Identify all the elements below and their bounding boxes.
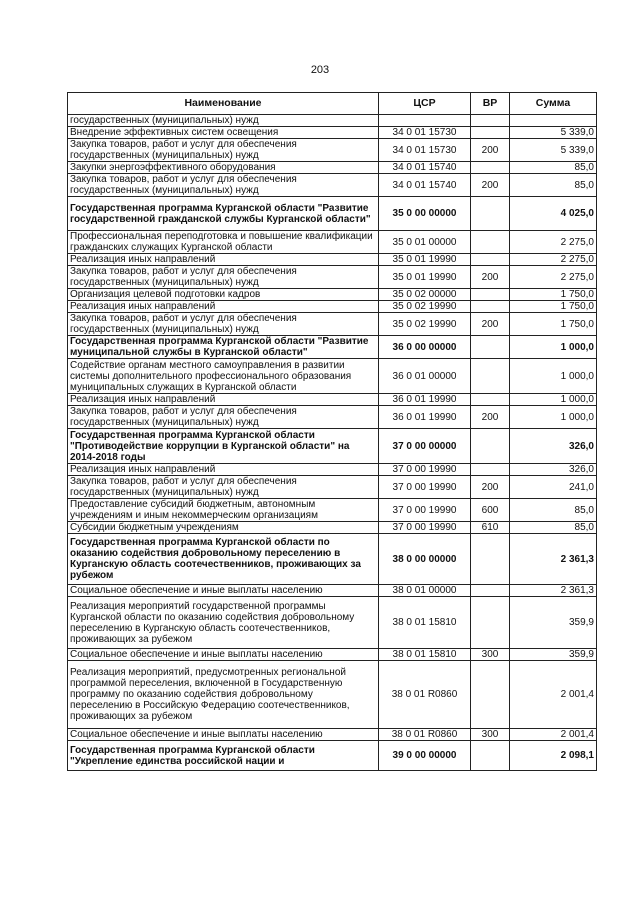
table-row (68, 115, 597, 127)
cell-name: Закупка товаров, работ и услуг для обеспечения государственных (муниципальных) нужд (68, 476, 379, 499)
table-row (68, 162, 597, 174)
table-row (68, 429, 597, 464)
cell-name: Внедрение эффективных систем освещения (68, 127, 379, 139)
cell-vr: 300 (471, 729, 510, 741)
table-row (68, 174, 597, 197)
cell-sum: 359,9 (510, 597, 597, 649)
cell-sum: 326,0 (510, 464, 597, 476)
table-row (68, 741, 597, 771)
cell-sum: 2 001,4 (510, 729, 597, 741)
table-row (68, 464, 597, 476)
table-row (68, 661, 597, 729)
cell-name: Государственная программа Курганской области "Развитие государственной гражданской службы Курганской области" (68, 197, 379, 231)
header-vr: ВР (471, 93, 510, 115)
table-row (68, 499, 597, 522)
cell-sum: 241,0 (510, 476, 597, 499)
cell-vr (471, 301, 510, 313)
cell-vr (471, 585, 510, 597)
cell-sum: 2 361,3 (510, 534, 597, 585)
cell-sum: 2 275,0 (510, 266, 597, 289)
table-row (68, 585, 597, 597)
cell-sum: 4 025,0 (510, 197, 597, 231)
cell-vr (471, 741, 510, 771)
cell-csr: 37 0 00 00000 (379, 429, 471, 464)
cell-vr (471, 162, 510, 174)
cell-sum: 85,0 (510, 522, 597, 534)
cell-sum: 85,0 (510, 174, 597, 197)
table-row (68, 139, 597, 162)
table-row (68, 649, 597, 661)
cell-csr: 35 0 01 19990 (379, 266, 471, 289)
cell-csr: 37 0 00 19990 (379, 499, 471, 522)
table-header-row (68, 93, 597, 115)
cell-sum: 1 000,0 (510, 359, 597, 394)
cell-csr: 35 0 02 19990 (379, 301, 471, 313)
cell-sum: 2 361,3 (510, 585, 597, 597)
cell-name: Реализация мероприятий, предусмотренных региональной программой переселения, включенной в Государственную программу по оказанию содействия добровольному переселению в Российскую Федерацию соотечественников, проживающих за рубежом (68, 661, 379, 729)
cell-csr: 38 0 00 00000 (379, 534, 471, 585)
cell-vr: 610 (471, 522, 510, 534)
table-row (68, 359, 597, 394)
cell-vr: 200 (471, 266, 510, 289)
cell-vr (471, 127, 510, 139)
cell-vr (471, 197, 510, 231)
cell-csr: 38 0 01 00000 (379, 585, 471, 597)
cell-sum: 2 098,1 (510, 741, 597, 771)
cell-csr: 38 0 01 15810 (379, 597, 471, 649)
cell-vr (471, 231, 510, 254)
cell-csr: 38 0 01 R0860 (379, 729, 471, 741)
cell-sum: 359,9 (510, 649, 597, 661)
cell-csr: 36 0 01 19990 (379, 394, 471, 406)
cell-csr: 34 0 01 15730 (379, 127, 471, 139)
table-row (68, 289, 597, 301)
cell-vr: 200 (471, 406, 510, 429)
cell-csr: 35 0 00 00000 (379, 197, 471, 231)
table-row (68, 476, 597, 499)
cell-csr: 35 0 02 00000 (379, 289, 471, 301)
cell-csr: 36 0 01 19990 (379, 406, 471, 429)
cell-vr: 600 (471, 499, 510, 522)
cell-vr: 200 (471, 313, 510, 336)
cell-vr: 200 (471, 139, 510, 162)
cell-name: Закупка товаров, работ и услуг для обеспечения государственных (муниципальных) нужд (68, 174, 379, 197)
header-sum: Сумма (510, 93, 597, 115)
cell-vr (471, 429, 510, 464)
cell-csr: 36 0 01 00000 (379, 359, 471, 394)
budget-table (67, 92, 597, 771)
table-body (68, 115, 597, 771)
cell-vr: 200 (471, 476, 510, 499)
cell-name: Закупки энергоэффективного оборудования (68, 162, 379, 174)
cell-name: Закупка товаров, работ и услуг для обеспечения государственных (муниципальных) нужд (68, 406, 379, 429)
cell-sum: 5 339,0 (510, 127, 597, 139)
cell-csr: 36 0 00 00000 (379, 336, 471, 359)
cell-sum: 2 275,0 (510, 231, 597, 254)
table-row (68, 406, 597, 429)
header-csr: ЦСР (379, 93, 471, 115)
cell-name: Государственная программа Курганской области "Укрепление единства российской нации и (68, 741, 379, 771)
cell-csr (379, 115, 471, 127)
table-row (68, 197, 597, 231)
cell-csr: 34 0 01 15740 (379, 162, 471, 174)
cell-name: Реализация иных направлений (68, 254, 379, 266)
cell-name: Закупка товаров, работ и услуг для обеспечения государственных (муниципальных) нужд (68, 313, 379, 336)
table-row (68, 231, 597, 254)
cell-name: Социальное обеспечение и иные выплаты населению (68, 729, 379, 741)
cell-name: Профессиональная переподготовка и повышение квалификации гражданских служащих Курганской области (68, 231, 379, 254)
cell-sum: 2 275,0 (510, 254, 597, 266)
cell-sum: 1 750,0 (510, 301, 597, 313)
cell-vr (471, 597, 510, 649)
table-row (68, 336, 597, 359)
cell-csr: 34 0 01 15730 (379, 139, 471, 162)
cell-name: Организация целевой подготовки кадров (68, 289, 379, 301)
cell-name: Социальное обеспечение и иные выплаты населению (68, 649, 379, 661)
cell-name: Государственная программа Курганской области "Противодействие коррупции в Курганской области" на 2014-2018 годы (68, 429, 379, 464)
cell-csr: 35 0 01 19990 (379, 254, 471, 266)
cell-vr: 200 (471, 174, 510, 197)
cell-vr (471, 661, 510, 729)
cell-sum: 1 000,0 (510, 406, 597, 429)
cell-vr (471, 534, 510, 585)
cell-vr (471, 115, 510, 127)
cell-name: Реализация иных направлений (68, 464, 379, 476)
cell-sum: 2 001,4 (510, 661, 597, 729)
cell-vr (471, 464, 510, 476)
cell-csr: 38 0 01 R0860 (379, 661, 471, 729)
cell-csr: 37 0 00 19990 (379, 522, 471, 534)
table-row (68, 301, 597, 313)
cell-csr: 34 0 01 15740 (379, 174, 471, 197)
table-row (68, 394, 597, 406)
table-row (68, 522, 597, 534)
cell-name: Реализация иных направлений (68, 301, 379, 313)
cell-sum: 1 750,0 (510, 313, 597, 336)
cell-csr: 38 0 01 15810 (379, 649, 471, 661)
cell-csr: 37 0 00 19990 (379, 464, 471, 476)
cell-vr (471, 359, 510, 394)
cell-name: Содействие органам местного самоуправления в развитии системы дополнительного профессионального образования муниципальных служащих в Курганской области (68, 359, 379, 394)
cell-sum: 85,0 (510, 499, 597, 522)
cell-name: государственных (муниципальных) нужд (68, 115, 379, 127)
cell-sum: 326,0 (510, 429, 597, 464)
cell-name: Социальное обеспечение и иные выплаты населению (68, 585, 379, 597)
cell-name: Субсидии бюджетным учреждениям (68, 522, 379, 534)
cell-csr: 39 0 00 00000 (379, 741, 471, 771)
cell-name: Реализация мероприятий государственной программы Курганской области по оказанию содействия добровольному переселению в Курганскую область соотечественников, проживающих за рубежом (68, 597, 379, 649)
cell-name: Закупка товаров, работ и услуг для обеспечения государственных (муниципальных) нужд (68, 139, 379, 162)
page-number: 203 (310, 64, 330, 76)
cell-sum: 5 339,0 (510, 139, 597, 162)
cell-vr (471, 394, 510, 406)
cell-name: Государственная программа Курганской области по оказанию содействия добровольному переселению в Курганскую область соотечественников, проживающих за рубежом (68, 534, 379, 585)
cell-sum: 85,0 (510, 162, 597, 174)
cell-name: Закупка товаров, работ и услуг для обеспечения государственных (муниципальных) нужд (68, 266, 379, 289)
cell-sum: 1 750,0 (510, 289, 597, 301)
cell-name: Государственная программа Курганской области "Развитие муниципальной службы в Курганской области" (68, 336, 379, 359)
cell-csr: 37 0 00 19990 (379, 476, 471, 499)
table-row (68, 597, 597, 649)
cell-name: Реализация иных направлений (68, 394, 379, 406)
cell-csr: 35 0 01 00000 (379, 231, 471, 254)
cell-vr (471, 289, 510, 301)
cell-vr (471, 336, 510, 359)
cell-csr: 35 0 02 19990 (379, 313, 471, 336)
cell-vr (471, 254, 510, 266)
cell-name: Предоставление субсидий бюджетным, автономным учреждениям и иным некоммерческим организациям (68, 499, 379, 522)
table-row (68, 729, 597, 741)
cell-sum (510, 115, 597, 127)
table-row (68, 127, 597, 139)
table-row (68, 266, 597, 289)
cell-sum: 1 000,0 (510, 394, 597, 406)
table-row (68, 313, 597, 336)
table-row (68, 254, 597, 266)
cell-vr: 300 (471, 649, 510, 661)
table-row (68, 534, 597, 585)
header-name: Наименование (68, 93, 379, 115)
cell-sum: 1 000,0 (510, 336, 597, 359)
